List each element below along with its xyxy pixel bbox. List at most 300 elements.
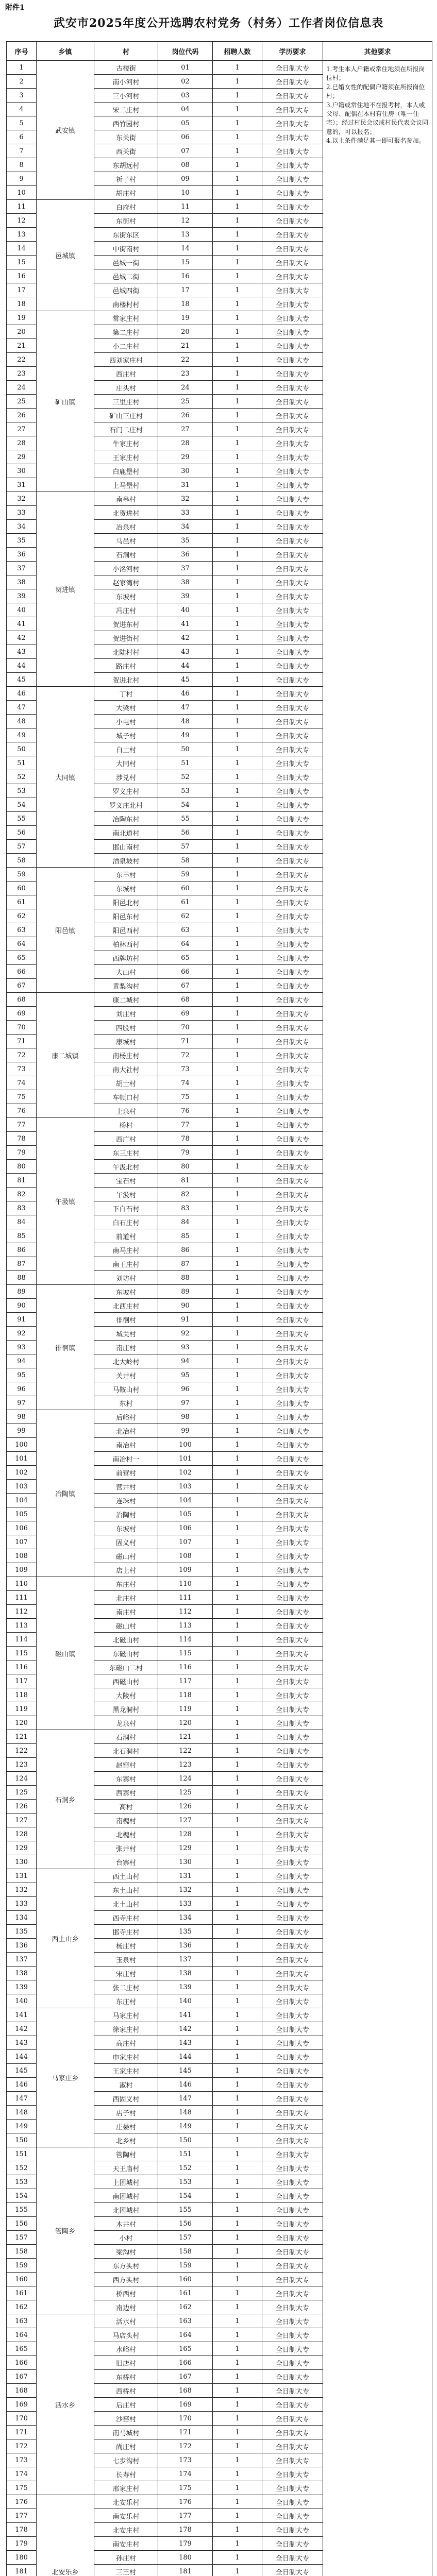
cell-education: 全日制大专	[262, 395, 323, 409]
cell-education: 全日制大专	[262, 144, 323, 158]
cell-education: 全日制大专	[262, 1188, 323, 1201]
cell-recruit-count: 1	[213, 1480, 262, 1494]
cell-index: 8	[7, 158, 37, 172]
cell-education: 全日制大专	[262, 1035, 323, 1048]
cell-education: 全日制大专	[262, 909, 323, 923]
cell-position-code: 78	[158, 1132, 213, 1146]
cell-village: 三王村	[94, 2565, 158, 2576]
cell-position-code: 81	[158, 1174, 213, 1188]
cell-education: 全日制大专	[262, 548, 323, 562]
cell-index: 88	[7, 1271, 37, 1285]
cell-education: 全日制大专	[262, 1605, 323, 1619]
cell-index: 35	[7, 534, 37, 548]
cell-recruit-count: 1	[213, 1285, 262, 1299]
cell-village: 西方头村	[94, 2273, 158, 2286]
cell-education: 全日制大专	[262, 1674, 323, 1688]
cell-index: 15	[7, 256, 37, 269]
cell-position-code: 01	[158, 61, 213, 75]
cell-education: 全日制大专	[262, 2551, 323, 2565]
cell-recruit-count: 1	[213, 784, 262, 798]
cell-education: 全日制大专	[262, 2008, 323, 2022]
cell-village: 南大社村	[94, 1062, 158, 1076]
cell-town: 西土山乡	[37, 1869, 94, 2008]
cell-village: 小二庄村	[94, 339, 158, 353]
cell-village: 柏林西村	[94, 937, 158, 951]
cell-village: 宝石村	[94, 1174, 158, 1188]
cell-village: 三小河村	[94, 89, 158, 103]
cell-position-code: 67	[158, 979, 213, 993]
cell-village: 第二庄村	[94, 325, 158, 339]
cell-recruit-count: 1	[213, 1591, 262, 1605]
cell-position-code: 173	[158, 2453, 213, 2467]
cell-recruit-count: 1	[213, 2384, 262, 2398]
cell-position-code: 140	[158, 1994, 213, 2008]
cell-position-code: 119	[158, 1702, 213, 1716]
cell-index: 162	[7, 2300, 37, 2314]
cell-position-code: 12	[158, 214, 213, 228]
cell-recruit-count: 1	[213, 325, 262, 339]
cell-position-code: 161	[158, 2286, 213, 2300]
cell-village: 徐家庄村	[94, 2022, 158, 2036]
cell-education: 全日制大专	[262, 951, 323, 965]
cell-index: 98	[7, 1410, 37, 1424]
cell-index: 100	[7, 1438, 37, 1452]
cell-education: 全日制大专	[262, 701, 323, 715]
cell-recruit-count: 1	[213, 868, 262, 882]
cell-position-code: 138	[158, 1967, 213, 1980]
cell-index: 173	[7, 2453, 37, 2467]
cell-index: 66	[7, 965, 37, 979]
cell-position-code: 180	[158, 2551, 213, 2565]
cell-recruit-count: 1	[213, 1521, 262, 1535]
cell-index: 128	[7, 1827, 37, 1841]
cell-village: 张二庄村	[94, 1980, 158, 1994]
cell-education: 全日制大专	[262, 1146, 323, 1160]
cell-education: 全日制大专	[262, 715, 323, 728]
cell-index: 11	[7, 200, 37, 214]
cell-education: 全日制大专	[262, 742, 323, 756]
cell-town: 冶陶镇	[37, 1410, 94, 1577]
cell-village: 四股村	[94, 1021, 158, 1035]
cell-education: 全日制大专	[262, 868, 323, 882]
cell-education: 全日制大专	[262, 603, 323, 617]
cell-recruit-count: 1	[213, 311, 262, 325]
cell-recruit-count: 1	[213, 1494, 262, 1507]
cell-village: 西竹园村	[94, 116, 158, 130]
cell-index: 59	[7, 868, 37, 882]
cell-recruit-count: 1	[213, 2495, 262, 2509]
cell-village: 冶陶村	[94, 1507, 158, 1521]
cell-position-code: 15	[158, 256, 213, 269]
cell-position-code: 76	[158, 1104, 213, 1118]
cell-education: 全日制大专	[262, 2523, 323, 2537]
cell-position-code: 90	[158, 1299, 213, 1313]
cell-index: 28	[7, 436, 37, 450]
cell-village: 涉兑村	[94, 770, 158, 784]
cell-index: 169	[7, 2398, 37, 2412]
cell-index: 178	[7, 2523, 37, 2537]
cell-recruit-count: 1	[213, 798, 262, 812]
cell-recruit-count: 1	[213, 854, 262, 868]
cell-education: 全日制大专	[262, 1814, 323, 1827]
cell-position-code: 113	[158, 1619, 213, 1633]
cell-recruit-count: 1	[213, 1827, 262, 1841]
cell-index: 116	[7, 1660, 37, 1674]
cell-education: 全日制大专	[262, 1619, 323, 1633]
cell-village: 西桥村	[94, 2384, 158, 2398]
cell-index: 78	[7, 1132, 37, 1146]
cell-recruit-count: 1	[213, 1354, 262, 1368]
cell-index: 73	[7, 1062, 37, 1076]
cell-recruit-count: 1	[213, 1062, 262, 1076]
cell-position-code: 102	[158, 1466, 213, 1480]
cell-education: 全日制大专	[262, 2273, 323, 2286]
cell-index: 176	[7, 2495, 37, 2509]
cell-index: 55	[7, 812, 37, 826]
cell-education: 全日制大专	[262, 1104, 323, 1118]
cell-education: 全日制大专	[262, 464, 323, 478]
cell-position-code: 72	[158, 1048, 213, 1062]
cell-index: 170	[7, 2412, 37, 2426]
cell-education: 全日制大专	[262, 2120, 323, 2133]
cell-village: 马邑村	[94, 534, 158, 548]
cell-village: 长寿村	[94, 2467, 158, 2481]
cell-education: 全日制大专	[262, 2495, 323, 2509]
cell-education: 全日制大专	[262, 882, 323, 895]
cell-recruit-count: 1	[213, 2217, 262, 2231]
cell-position-code: 22	[158, 353, 213, 367]
cell-position-code: 86	[158, 1243, 213, 1257]
cell-education: 全日制大专	[262, 103, 323, 116]
cell-index: 52	[7, 770, 37, 784]
cell-index: 171	[7, 2426, 37, 2439]
header-education: 学历要求	[262, 42, 323, 61]
cell-position-code: 26	[158, 409, 213, 422]
cell-village: 南冶村	[94, 1438, 158, 1452]
cell-village: 邑城二街	[94, 269, 158, 283]
cell-index: 3	[7, 89, 37, 103]
cell-village: 台寨村	[94, 1855, 158, 1869]
cell-recruit-count: 1	[213, 1021, 262, 1035]
cell-village: 黄梨沟村	[94, 979, 158, 993]
cell-education: 全日制大专	[262, 2036, 323, 2050]
cell-village: 北西庄村	[94, 1299, 158, 1313]
table-body	[7, 61, 432, 2576]
cell-education: 全日制大专	[262, 2078, 323, 2092]
cell-position-code: 89	[158, 1285, 213, 1299]
cell-education: 全日制大专	[262, 2300, 323, 2314]
cell-town: 北安乐乡	[37, 2495, 94, 2576]
cell-village: 石洞村	[94, 548, 158, 562]
cell-index: 148	[7, 2106, 37, 2120]
cell-education: 全日制大专	[262, 728, 323, 742]
cell-recruit-count: 1	[213, 297, 262, 311]
cell-index: 124	[7, 1772, 37, 1786]
cell-village: 西土山村	[94, 1869, 158, 1883]
cell-position-code: 60	[158, 882, 213, 895]
cell-index: 32	[7, 492, 37, 506]
cell-recruit-count: 1	[213, 158, 262, 172]
cell-village: 北乡村	[94, 2133, 158, 2147]
cell-village: 前道村	[94, 1229, 158, 1243]
cell-position-code: 17	[158, 283, 213, 297]
cell-education: 全日制大专	[262, 617, 323, 631]
cell-index: 31	[7, 478, 37, 492]
cell-recruit-count: 1	[213, 1132, 262, 1146]
cell-town: 午汲镇	[37, 1118, 94, 1285]
cell-education: 全日制大专	[262, 450, 323, 464]
cell-education: 全日制大专	[262, 2203, 323, 2217]
cell-index: 62	[7, 909, 37, 923]
cell-education: 全日制大专	[262, 2133, 323, 2147]
cell-recruit-count: 1	[213, 1452, 262, 1466]
cell-position-code: 91	[158, 1313, 213, 1327]
cell-education: 全日制大专	[262, 2161, 323, 2175]
cell-index: 63	[7, 923, 37, 937]
cell-recruit-count: 1	[213, 909, 262, 923]
cell-position-code: 178	[158, 2523, 213, 2537]
cell-village: 马鞍山村	[94, 1382, 158, 1396]
cell-recruit-count: 1	[213, 1507, 262, 1521]
cell-position-code: 75	[158, 1090, 213, 1104]
cell-recruit-count: 1	[213, 1688, 262, 1702]
cell-index: 25	[7, 395, 37, 409]
cell-village: 南小河村	[94, 75, 158, 89]
cell-town: 活水乡	[37, 2314, 94, 2495]
cell-position-code: 129	[158, 1841, 213, 1855]
cell-village: 马家庄村	[94, 2008, 158, 2022]
cell-education: 全日制大专	[262, 311, 323, 325]
cell-recruit-count: 1	[213, 1855, 262, 1869]
cell-position-code: 95	[158, 1368, 213, 1382]
cell-village: 梁沟村	[94, 2245, 158, 2259]
cell-position-code: 169	[158, 2398, 213, 2412]
cell-recruit-count: 1	[213, 381, 262, 395]
cell-recruit-count: 1	[213, 256, 262, 269]
cell-education: 全日制大专	[262, 2217, 323, 2231]
cell-position-code: 18	[158, 297, 213, 311]
cell-village: 玉泉村	[94, 1953, 158, 1967]
cell-education: 全日制大专	[262, 1507, 323, 1521]
header-village: 村	[94, 42, 158, 61]
cell-position-code: 174	[158, 2467, 213, 2481]
cell-recruit-count: 1	[213, 395, 262, 409]
cell-recruit-count: 1	[213, 2412, 262, 2426]
cell-position-code: 33	[158, 506, 213, 520]
cell-position-code: 156	[158, 2217, 213, 2231]
cell-village: 白府村	[94, 200, 158, 214]
cell-index: 19	[7, 311, 37, 325]
cell-recruit-count: 1	[213, 1299, 262, 1313]
cell-position-code: 132	[158, 1883, 213, 1897]
cell-index: 167	[7, 2370, 37, 2384]
cell-education: 全日制大专	[262, 2314, 323, 2328]
cell-index: 120	[7, 1716, 37, 1730]
cell-recruit-count: 1	[213, 2175, 262, 2189]
cell-recruit-count: 1	[213, 2523, 262, 2537]
cell-position-code: 175	[158, 2481, 213, 2495]
cell-education: 全日制大专	[262, 1062, 323, 1076]
cell-index: 119	[7, 1702, 37, 1716]
cell-village: 西广村	[94, 1132, 158, 1146]
cell-position-code: 172	[158, 2439, 213, 2453]
cell-village: 沙窑村	[94, 2412, 158, 2426]
cell-recruit-count: 1	[213, 2356, 262, 2370]
cell-education: 全日制大专	[262, 1897, 323, 1911]
cell-recruit-count: 1	[213, 1869, 262, 1883]
cell-village: 南团城村	[94, 2189, 158, 2203]
cell-village: 淑村	[94, 2078, 158, 2092]
cell-index: 113	[7, 1619, 37, 1633]
cell-education: 全日制大专	[262, 339, 323, 353]
cell-recruit-count: 1	[213, 1633, 262, 1647]
cell-education: 全日制大专	[262, 784, 323, 798]
cell-position-code: 123	[158, 1758, 213, 1772]
cell-village: 东坡村	[94, 1285, 158, 1299]
cell-recruit-count: 1	[213, 2509, 262, 2523]
cell-position-code: 94	[158, 1354, 213, 1368]
cell-index: 44	[7, 659, 37, 673]
cell-village: 冶泉村	[94, 520, 158, 534]
cell-recruit-count: 1	[213, 2439, 262, 2453]
cell-village: 西寨村	[94, 1786, 158, 1800]
cell-recruit-count: 1	[213, 1104, 262, 1118]
cell-village: 磁山村	[94, 1619, 158, 1633]
cell-recruit-count: 1	[213, 756, 262, 770]
cell-index: 117	[7, 1674, 37, 1688]
cell-recruit-count: 1	[213, 506, 262, 520]
cell-village: 西磁山村	[94, 1674, 158, 1688]
cell-village: 宋庄村	[94, 1967, 158, 1980]
cell-education: 全日制大专	[262, 993, 323, 1007]
cell-village: 北土山村	[94, 1897, 158, 1911]
cell-position-code: 62	[158, 909, 213, 923]
cell-village: 杨村	[94, 1118, 158, 1132]
cell-education: 全日制大专	[262, 186, 323, 200]
cell-index: 84	[7, 1215, 37, 1229]
cell-village: 连珠村	[94, 1494, 158, 1507]
cell-village: 南杨庄村	[94, 1048, 158, 1062]
cell-position-code: 30	[158, 464, 213, 478]
cell-village: 东桥村	[94, 2370, 158, 2384]
cell-village: 东羊村	[94, 868, 158, 882]
cell-position-code: 158	[158, 2245, 213, 2259]
cell-position-code: 49	[158, 728, 213, 742]
cell-index: 122	[7, 1744, 37, 1758]
cell-village: 东关街	[94, 130, 158, 144]
cell-recruit-count: 1	[213, 1118, 262, 1132]
cell-village: 东街东区	[94, 228, 158, 242]
cell-village: 上泉村	[94, 1104, 158, 1118]
cell-recruit-count: 1	[213, 2064, 262, 2078]
cell-recruit-count: 1	[213, 2161, 262, 2175]
cell-recruit-count: 1	[213, 715, 262, 728]
cell-recruit-count: 1	[213, 1341, 262, 1354]
cell-position-code: 29	[158, 450, 213, 464]
cell-index: 180	[7, 2551, 37, 2565]
cell-village: 孙庄村	[94, 2551, 158, 2565]
cell-education: 全日制大专	[262, 1994, 323, 2008]
cell-village: 申家庄村	[94, 2050, 158, 2064]
cell-town: 阳邑镇	[37, 868, 94, 993]
cell-position-code: 114	[158, 1633, 213, 1647]
cell-education: 全日制大专	[262, 2147, 323, 2161]
cell-village: 东磁山二村	[94, 1660, 158, 1674]
cell-recruit-count: 1	[213, 520, 262, 534]
cell-position-code: 03	[158, 89, 213, 103]
cell-education: 全日制大专	[262, 1007, 323, 1021]
cell-education: 全日制大专	[262, 2064, 323, 2078]
cell-index: 181	[7, 2565, 37, 2576]
cell-education: 全日制大专	[262, 1772, 323, 1786]
cell-index: 49	[7, 728, 37, 742]
cell-index: 18	[7, 297, 37, 311]
cell-recruit-count: 1	[213, 2092, 262, 2106]
cell-recruit-count: 1	[213, 701, 262, 715]
cell-index: 130	[7, 1855, 37, 1869]
cell-village: 东三庄村	[94, 1146, 158, 1160]
cell-position-code: 101	[158, 1452, 213, 1466]
cell-index: 13	[7, 228, 37, 242]
cell-village: 大同村	[94, 756, 158, 770]
cell-recruit-count: 1	[213, 1883, 262, 1897]
cell-recruit-count: 1	[213, 2300, 262, 2314]
cell-education: 全日制大专	[262, 1925, 323, 1939]
cell-recruit-count: 1	[213, 2481, 262, 2495]
cell-education: 全日制大专	[262, 1160, 323, 1174]
cell-education: 全日制大专	[262, 589, 323, 603]
cell-village: 固义村	[94, 1535, 158, 1549]
cell-education: 全日制大专	[262, 367, 323, 381]
cell-position-code: 165	[158, 2342, 213, 2356]
cell-index: 179	[7, 2537, 37, 2551]
cell-position-code: 14	[158, 242, 213, 256]
cell-position-code: 147	[158, 2092, 213, 2106]
cell-village: 上团城村	[94, 2175, 158, 2189]
cell-index: 137	[7, 1953, 37, 1967]
cell-education: 全日制大专	[262, 492, 323, 506]
cell-recruit-count: 1	[213, 116, 262, 130]
cell-village: 高村	[94, 1800, 158, 1814]
cell-index: 38	[7, 575, 37, 589]
cell-education: 全日制大专	[262, 1438, 323, 1452]
cell-education: 全日制大专	[262, 75, 323, 89]
cell-position-code: 100	[158, 1438, 213, 1452]
cell-village: 东街村	[94, 214, 158, 228]
cell-education: 全日制大专	[262, 381, 323, 395]
cell-recruit-count: 1	[213, 1660, 262, 1674]
cell-position-code: 34	[158, 520, 213, 534]
cell-index: 156	[7, 2217, 37, 2231]
cell-position-code: 40	[158, 603, 213, 617]
cell-recruit-count: 1	[213, 75, 262, 89]
cell-position-code: 164	[158, 2328, 213, 2342]
cell-index: 168	[7, 2384, 37, 2398]
cell-village: 石洞村	[94, 1730, 158, 1744]
cell-education: 全日制大专	[262, 2022, 323, 2036]
cell-recruit-count: 1	[213, 200, 262, 214]
cell-position-code: 64	[158, 937, 213, 951]
cell-village: 三里庄村	[94, 395, 158, 409]
cell-index: 151	[7, 2147, 37, 2161]
cell-recruit-count: 1	[213, 1980, 262, 1994]
cell-education: 全日制大专	[262, 325, 323, 339]
cell-index: 105	[7, 1507, 37, 1521]
cell-education: 全日制大专	[262, 1939, 323, 1953]
cell-education: 全日制大专	[262, 158, 323, 172]
cell-position-code: 179	[158, 2537, 213, 2551]
cell-position-code: 92	[158, 1327, 213, 1341]
